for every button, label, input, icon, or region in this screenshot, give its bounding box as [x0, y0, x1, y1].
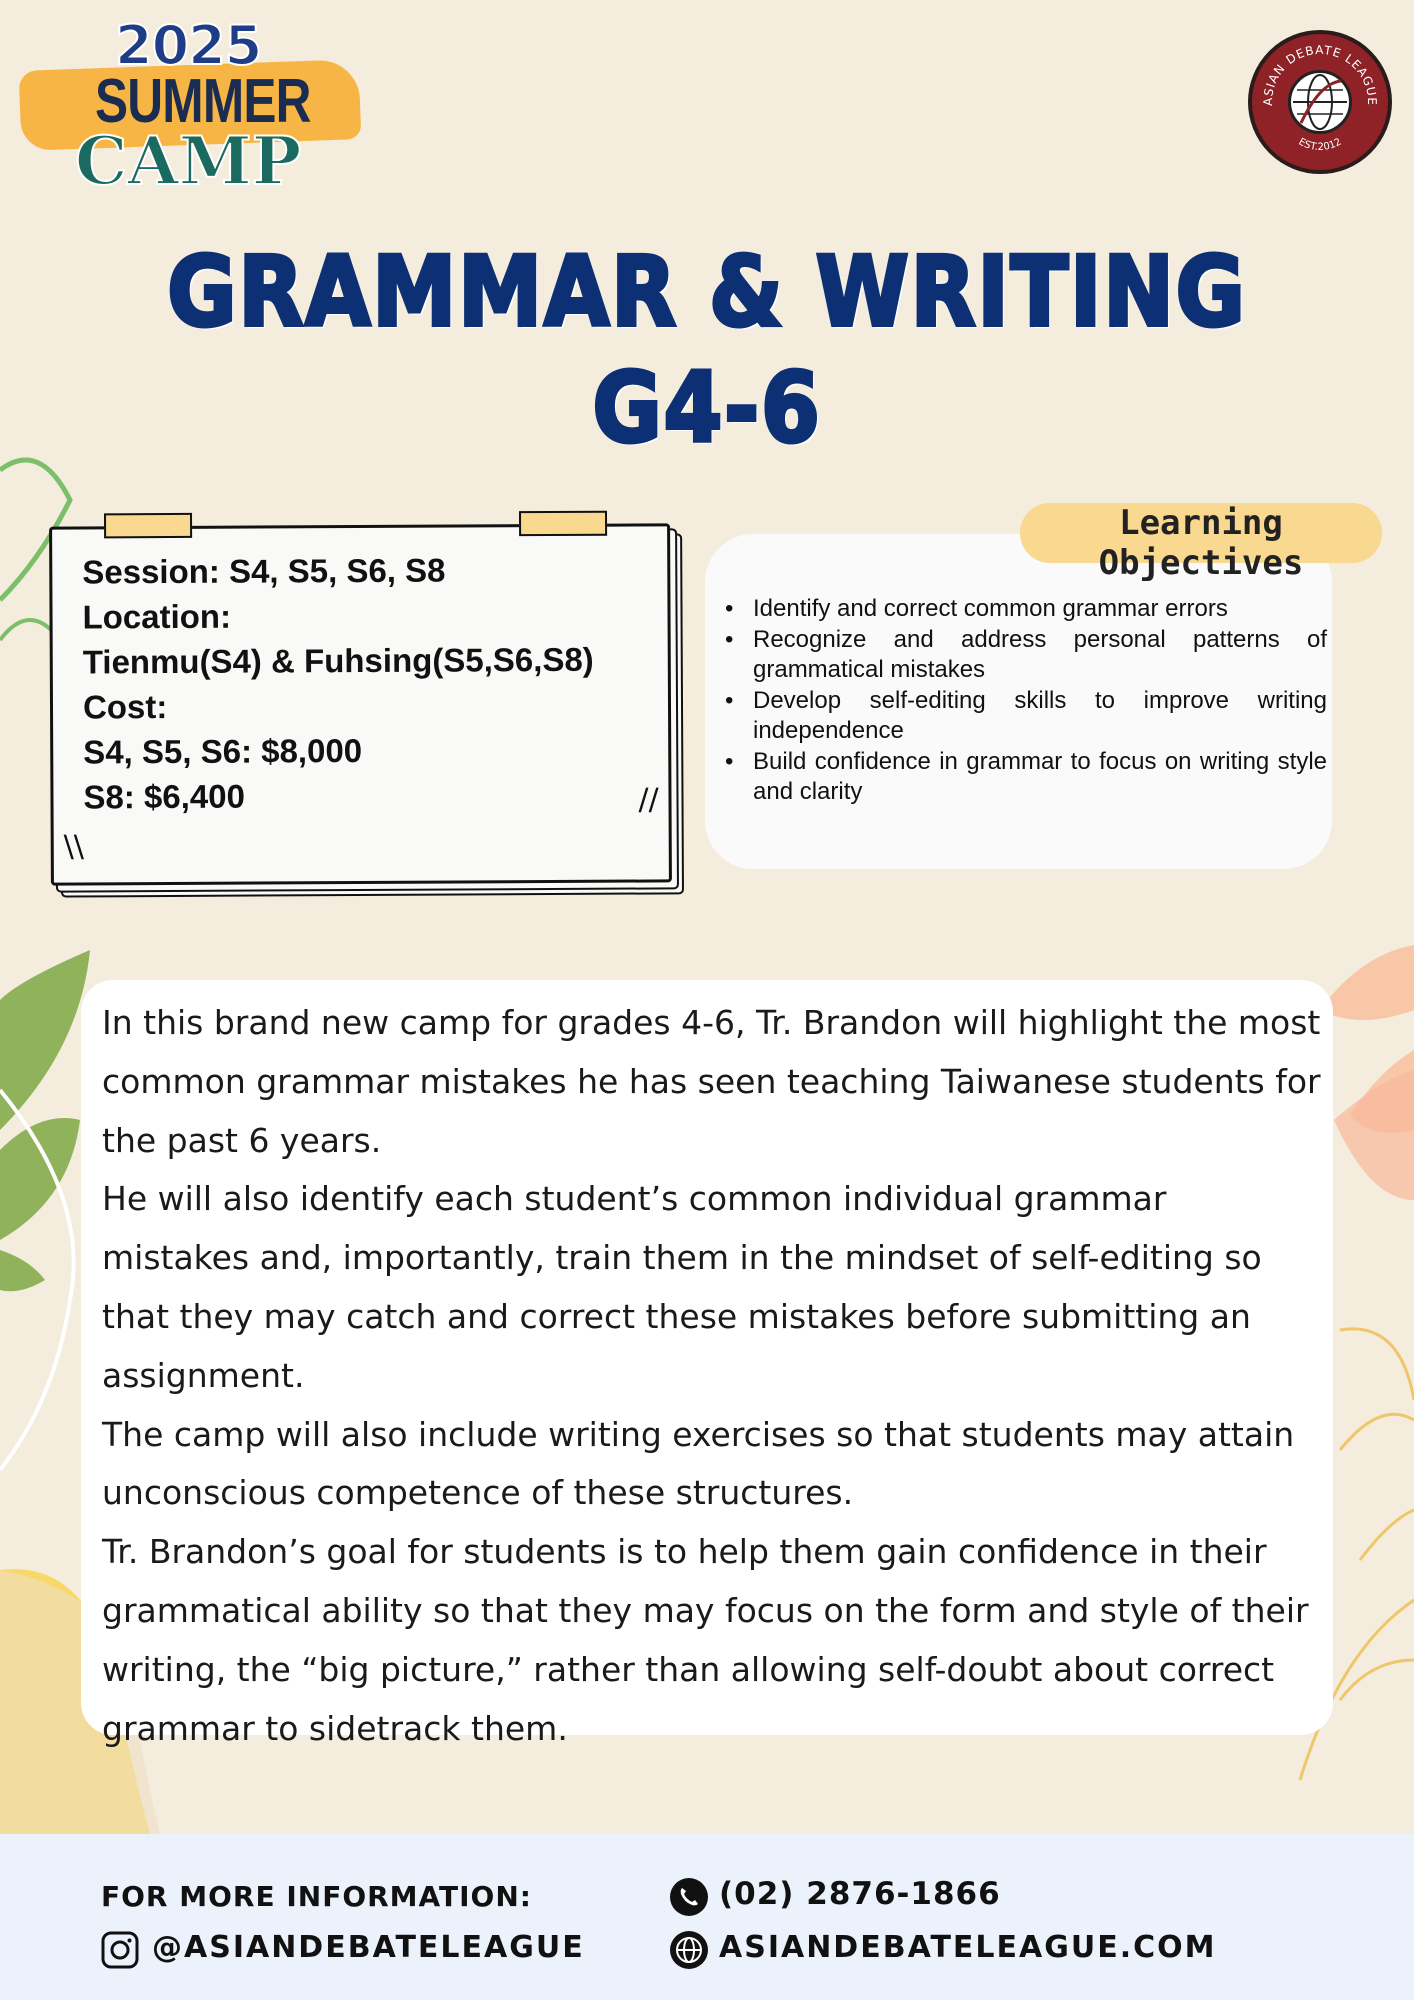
session-text: Session: S4, S5, S6, S8 — [82, 551, 446, 591]
session-info-card — [49, 523, 672, 885]
instagram-handle[interactable]: @ASIANDEBATELEAGUE — [152, 1930, 585, 1965]
gold-outline-leaf-decoration — [1340, 1329, 1414, 1400]
page-title: GRAMMAR & WRITING — [167, 236, 1247, 348]
seal-name: ASIAN DEBATE LEAGUE — [1260, 42, 1380, 107]
objective-item: • Build confidence in grammar to focus on writing style and clarity — [753, 747, 1327, 808]
description-paragraph: He will also identify each student’s common individual grammar mistakes and, importantly, train them in the mindset of self-editing so that they may catch and correct these mistakes before submitting an assignment. — [102, 1179, 1262, 1395]
tape-decoration — [104, 513, 192, 538]
globe-icon — [1288, 70, 1352, 134]
instagram-icon — [101, 1931, 139, 1969]
page-subtitle-grades: G4-6 — [592, 352, 822, 464]
camp-description-panel — [81, 980, 1333, 1748]
green-leaf-decoration — [0, 950, 90, 1130]
location-text: Tienmu(S4) & Fuhsing(S5,S6,S8) — [82, 640, 594, 681]
peach-leaf-decoration — [1320, 945, 1414, 1020]
description-paragraph: In this brand new camp for grades 4-6, Tr. Brandon will highlight the most common grammar mistakes he has seen teaching Taiwanese students for the past 6 years. — [102, 1003, 1321, 1160]
seal-est: EST.2012 — [1296, 136, 1344, 154]
summer-camp-logo — [20, 10, 365, 200]
logo-camp: CAMP — [75, 122, 302, 200]
contact-footer — [0, 1834, 1414, 2000]
objective-item: • Recognize and address personal patterns of grammatical mistakes — [753, 625, 1327, 686]
phone-number[interactable]: (02) 2876-1866 — [719, 1876, 1001, 1912]
description-paragraph: The camp will also include writing exercises so that students may attain unconscious competence of these structures. — [102, 1414, 1295, 1513]
asian-debate-league-seal — [1248, 30, 1392, 174]
logo-year: 2025 — [115, 14, 262, 77]
cost-main: S4, S5, S6: $8,000 — [83, 731, 363, 771]
description-paragraph: Tr. Brandon’s goal for students is to help them gain confidence in their grammatical ability so that they may focus on the form and style of their writing, the “big picture,” rather than allowing self-doubt about correct grammar to sidetrack them. — [102, 1532, 1309, 1748]
objectives-list — [753, 594, 1327, 808]
scribble-decoration: // — [638, 782, 659, 818]
scribble-decoration: \\ — [63, 829, 85, 865]
objective-item: • Develop self-editing skills to improve writing independence — [753, 686, 1327, 747]
tape-decoration — [519, 511, 607, 536]
globe-icon — [669, 1930, 709, 1970]
phone-icon — [669, 1877, 709, 1917]
learning-objectives-heading: Learning Objectives — [1020, 503, 1382, 563]
cost-s8: S8: $6,400 — [83, 777, 246, 816]
logo-summer: SUMMER — [95, 67, 311, 136]
more-info-label: FOR MORE INFORMATION: — [101, 1880, 532, 1913]
cost-label: Cost: — [82, 688, 168, 726]
objective-item: • Identify and correct common grammar errors — [753, 594, 1327, 625]
location-label: Location: — [82, 597, 232, 636]
learning-objectives-panel — [705, 534, 1332, 869]
svg-text:EST.2012 — [1297, 137, 1344, 154]
website-link[interactable]: ASIANDEBATELEAGUE.COM — [719, 1930, 1217, 1965]
